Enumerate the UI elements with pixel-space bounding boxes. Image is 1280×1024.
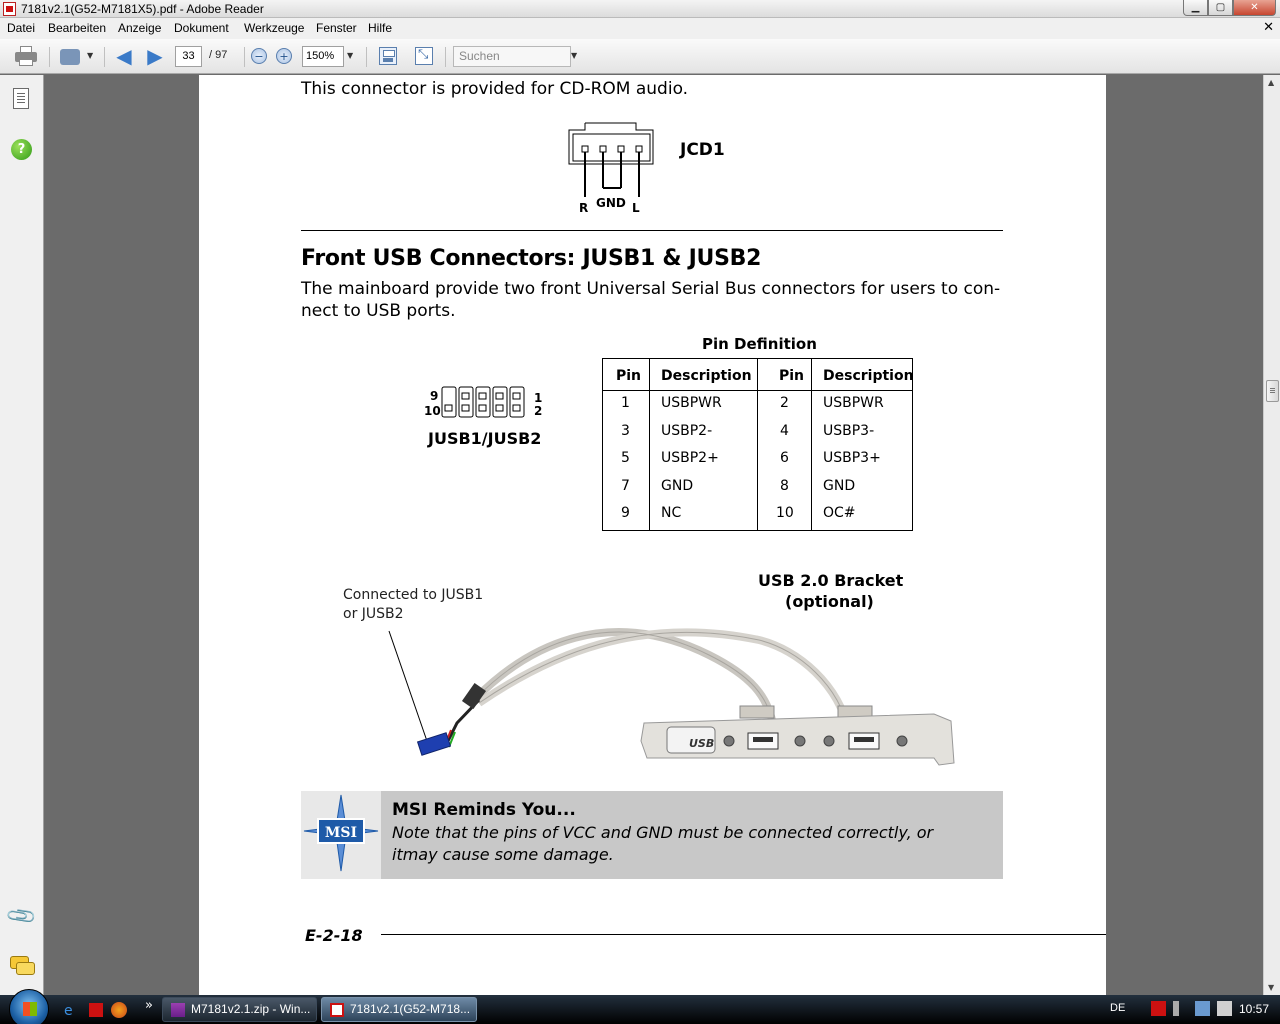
reminder-line1: Note that the pins of VCC and GND must be connected correctly, or	[392, 823, 934, 842]
table-cell: USBPWR	[661, 395, 722, 411]
table-cell: USBP2+	[661, 450, 719, 466]
cdrom-description: This connector is provided for CD-ROM audio.	[301, 79, 689, 99]
maximize-button[interactable]: ▢	[1208, 0, 1233, 16]
antivirus-icon[interactable]	[1151, 1001, 1166, 1016]
vertical-scrollbar[interactable]	[1263, 75, 1280, 995]
menu-bearbeiten[interactable]: Bearbeiten	[48, 21, 107, 35]
table-cell: USBP3+	[823, 450, 881, 466]
sync-icon[interactable]	[1217, 1001, 1232, 1016]
msi-logo-panel	[301, 791, 381, 879]
internet-explorer-icon[interactable]: e	[64, 1003, 73, 1019]
close-button[interactable]: ✕	[1233, 0, 1276, 16]
taskbar-item-adobe-reader[interactable]	[321, 997, 477, 1022]
connector-label: JUSB1/JUSB2	[428, 429, 542, 448]
print-icon[interactable]	[15, 46, 37, 66]
pin-table-header-description: Description	[661, 368, 752, 384]
search-dropdown-icon[interactable]: ▼	[571, 51, 578, 60]
clock[interactable]: 10:57	[1239, 1002, 1270, 1016]
scrollbar-thumb[interactable]	[1266, 380, 1279, 402]
pin-table-header-pin: Pin	[616, 368, 642, 384]
section-divider	[301, 230, 1003, 231]
table-cell: 6	[780, 450, 789, 466]
start-button[interactable]	[9, 989, 49, 1024]
menu-fenster[interactable]: Fenster	[316, 21, 357, 35]
document-page	[199, 75, 1106, 995]
zoom-dropdown-icon[interactable]: ▼	[347, 51, 354, 60]
table-cell: GND	[661, 478, 694, 494]
scroll-up-arrow[interactable]: ▲	[1268, 78, 1275, 87]
page-number-label: E-2-18	[305, 926, 363, 945]
pin-table	[602, 358, 913, 531]
adobe-reader-quicklaunch-icon[interactable]	[89, 1003, 103, 1017]
fit-width-icon[interactable]	[379, 47, 397, 65]
previous-page-button[interactable]: ◀	[116, 44, 132, 68]
help-icon[interactable]: ?	[11, 139, 32, 160]
table-cell: GND	[823, 478, 856, 494]
pin-table-header-pin: Pin	[779, 368, 805, 384]
jcd1-diagram	[559, 118, 669, 218]
taskbar-item-label: M7181v2.1.zip - Win...	[191, 1002, 311, 1016]
page-total: / 97	[209, 49, 228, 61]
connected-note-line2: or JUSB2	[343, 606, 404, 622]
table-cell: 4	[780, 423, 789, 439]
connector-pin-9: 9	[430, 389, 439, 403]
msi-logo	[301, 791, 381, 879]
usb-paragraph-line2: nect to USB ports.	[301, 301, 456, 321]
menu-anzeige[interactable]: Anzeige	[118, 21, 162, 35]
toolbar-separator	[244, 47, 245, 67]
toolbar-separator	[49, 47, 50, 67]
toolbar-separator	[104, 47, 105, 67]
footer-rule	[381, 934, 1106, 935]
page-number-input[interactable]: 33	[175, 46, 202, 67]
zoom-level-input[interactable]: 150%	[302, 46, 344, 67]
usb-logo-text: USB	[689, 737, 715, 750]
connector-pin-10: 10	[424, 404, 441, 418]
volume-icon[interactable]	[1173, 1001, 1188, 1016]
menu-datei[interactable]: Datei	[7, 21, 36, 35]
table-cell: 5	[621, 450, 630, 466]
winrar-icon	[171, 1003, 185, 1017]
fit-page-icon[interactable]	[415, 47, 433, 65]
pin-table-header-description: Description	[823, 368, 914, 384]
table-cell: 10	[776, 505, 794, 521]
usb-bracket-image	[379, 615, 969, 775]
table-cell: USBP2-	[661, 423, 713, 439]
toolbar-separator	[366, 47, 367, 67]
firefox-icon[interactable]	[111, 1002, 127, 1018]
language-indicator[interactable]: DE	[1110, 1002, 1126, 1014]
window-controls	[1183, 0, 1276, 16]
table-cell: 9	[621, 505, 630, 521]
zoom-in-button[interactable]: +	[276, 48, 292, 64]
table-cell: 8	[780, 478, 789, 494]
msi-reminder-box	[301, 791, 1003, 879]
taskbar-item-winrar[interactable]	[162, 997, 317, 1022]
adobe-reader-icon	[330, 1003, 344, 1017]
reminder-line2: itmay cause some damage.	[392, 845, 614, 864]
window-title: 7181v2.1(G52-M7181X5).pdf - Adobe Reader	[21, 2, 264, 16]
jcd1-pin-r: R	[579, 201, 589, 215]
scroll-down-arrow[interactable]: ▼	[1268, 983, 1275, 992]
menu-dokument[interactable]: Dokument	[174, 21, 229, 35]
table-cell: NC	[661, 505, 682, 521]
close-document-button[interactable]: ✕	[1263, 20, 1274, 35]
bracket-title-line2: (optional)	[785, 592, 874, 611]
system-tray	[1151, 1001, 1232, 1016]
menu-bar	[0, 18, 1280, 39]
connected-note-line1: Connected to JUSB1	[343, 587, 484, 603]
connector-pin-2: 2	[534, 404, 543, 418]
table-cell: OC#	[823, 505, 856, 521]
jcd1-label: JCD1	[680, 140, 725, 160]
pin-table-title: Pin Definition	[702, 335, 817, 353]
usb-paragraph-line1: The mainboard provide two front Universal Serial Bus connectors for users to con-	[301, 279, 1001, 299]
bracket-title-line1: USB 2.0 Bracket	[758, 571, 904, 590]
jcd1-pin-gnd: GND	[596, 196, 626, 210]
msi-logo-text: MSI	[324, 825, 358, 841]
adobe-reader-icon	[3, 2, 16, 16]
quicklaunch-overflow-icon[interactable]: »	[145, 998, 153, 1013]
pages-icon[interactable]	[13, 88, 29, 109]
usb-heading: Front USB Connectors: JUSB1 & JUSB2	[301, 246, 762, 271]
table-cell: USBPWR	[823, 395, 884, 411]
next-page-button[interactable]: ▶	[147, 44, 163, 68]
table-cell: 2	[780, 395, 789, 411]
menu-werkzeuge[interactable]: Werkzeuge	[244, 21, 305, 35]
search-input[interactable]: Suchen	[453, 46, 571, 67]
jcd1-pin-l: L	[632, 201, 640, 215]
attachments-icon[interactable]: 📎	[4, 898, 39, 934]
navigation-panel	[0, 75, 44, 995]
reminder-title: MSI Reminds You...	[392, 800, 576, 820]
toolbar-separator	[445, 47, 446, 67]
menu-hilfe[interactable]: Hilfe	[368, 21, 393, 35]
table-cell: 1	[621, 395, 630, 411]
table-cell: 3	[621, 423, 630, 439]
comments-icon[interactable]	[10, 956, 34, 974]
zoom-out-button[interactable]: −	[251, 48, 267, 64]
minimize-button[interactable]: ▁	[1183, 0, 1208, 16]
title-bar	[0, 0, 1280, 18]
table-cell: 7	[621, 478, 630, 494]
connector-pin-1: 1	[534, 391, 543, 405]
collaborate-icon[interactable]: ▼	[60, 46, 94, 66]
table-cell: USBP3-	[823, 423, 875, 439]
network-icon[interactable]	[1195, 1001, 1210, 1016]
taskbar-item-label: 7181v2.1(G52-M718...	[350, 1002, 471, 1016]
jusb-connector-diagram	[424, 385, 549, 420]
